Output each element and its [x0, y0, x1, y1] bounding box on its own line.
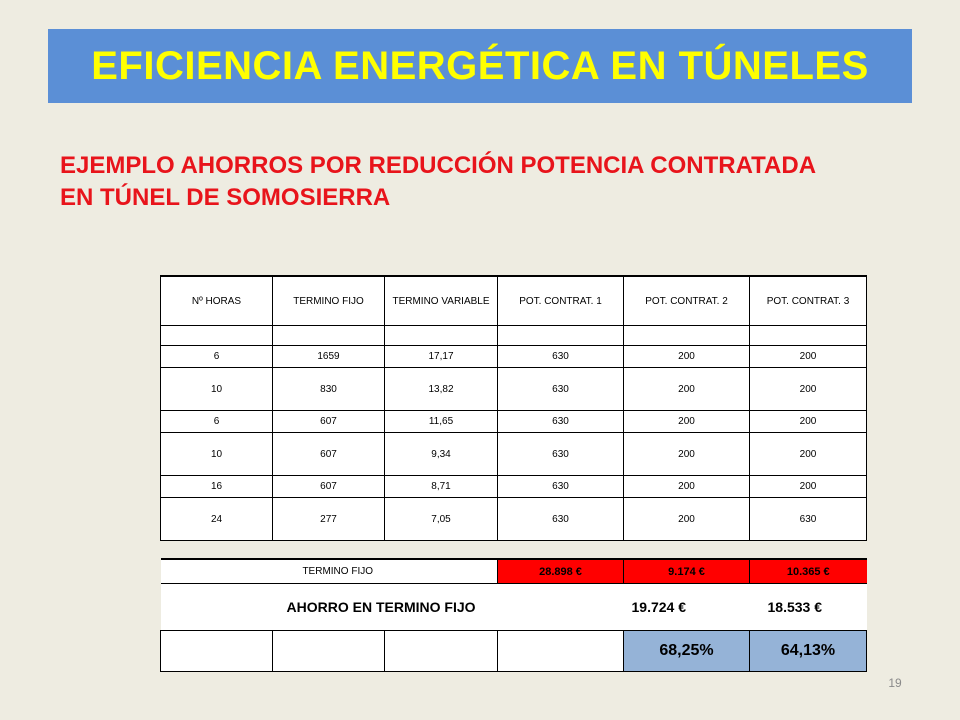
- table-cell: [385, 326, 498, 346]
- termino-fijo-value: 10.365 €: [750, 559, 867, 584]
- table-cell: 17,17: [385, 346, 498, 368]
- header-cell: TERMINO FIJO: [273, 276, 385, 326]
- table-cell: 8,71: [385, 476, 498, 498]
- power-table: [160, 275, 867, 541]
- subtitle-line-2: EN TÚNEL DE SOMOSIERRA: [60, 184, 391, 211]
- slide-title: EFICIENCIA ENERGÉTICA EN TÚNELES: [91, 43, 869, 88]
- percent-row: [161, 631, 867, 672]
- table-cell: 630: [498, 433, 624, 476]
- header-cell: TERMINO VARIABLE: [385, 276, 498, 326]
- ahorro-value: 19.724 €: [624, 584, 750, 631]
- table-cell: 830: [273, 368, 385, 411]
- table-cell: 200: [624, 498, 750, 541]
- table-cell: 200: [750, 346, 867, 368]
- table-cell: 630: [498, 476, 624, 498]
- table-cell: 200: [750, 476, 867, 498]
- ahorro-row: [161, 584, 867, 631]
- table-cell: 607: [273, 476, 385, 498]
- table-cell: 200: [624, 411, 750, 433]
- table-cell: 7,05: [385, 498, 498, 541]
- table-cell: 6: [161, 411, 273, 433]
- table-cell: 200: [624, 368, 750, 411]
- table-cell: 6: [161, 346, 273, 368]
- table-cell: 630: [498, 368, 624, 411]
- page-number: 19: [888, 676, 902, 690]
- percent-value: 68,25%: [624, 631, 750, 672]
- table-cell: 10: [161, 433, 273, 476]
- table-cell: 630: [498, 346, 624, 368]
- table-cell: 24: [161, 498, 273, 541]
- slide-subtitle: [60, 150, 920, 214]
- termino-fijo-row: [161, 559, 867, 584]
- empty-cell: [385, 631, 498, 672]
- table-cell: [624, 326, 750, 346]
- header-cell: POT. CONTRAT. 1: [498, 276, 624, 326]
- table-cell: 200: [750, 368, 867, 411]
- table-cell: 630: [498, 411, 624, 433]
- table-cell: 1659: [273, 346, 385, 368]
- table-cell: 630: [498, 498, 624, 541]
- empty-cell: [498, 631, 624, 672]
- table-cell: 200: [624, 346, 750, 368]
- table-cell: 13,82: [385, 368, 498, 411]
- table-row: [161, 368, 867, 411]
- empty-cell: [273, 631, 385, 672]
- table-cell: 11,65: [385, 411, 498, 433]
- header-cell: POT. CONTRAT. 2: [624, 276, 750, 326]
- table-cell: 9,34: [385, 433, 498, 476]
- ahorro-label: AHORRO EN TERMINO FIJO: [161, 584, 624, 631]
- termino-fijo-value: 9.174 €: [624, 559, 750, 584]
- table-cell: 200: [624, 433, 750, 476]
- table-cell: 200: [750, 433, 867, 476]
- table-cell: 200: [624, 476, 750, 498]
- table-cell: [161, 326, 273, 346]
- table-row: [161, 433, 867, 476]
- table-cell: 630: [750, 498, 867, 541]
- table-row: [161, 346, 867, 368]
- title-bar: [48, 29, 912, 103]
- table-cell: [498, 326, 624, 346]
- table-cell: 16: [161, 476, 273, 498]
- termino-fijo-label: TERMINO FIJO: [161, 559, 498, 584]
- savings-table: [160, 558, 867, 672]
- ahorro-value: 18.533 €: [750, 584, 867, 631]
- table-row: [161, 411, 867, 433]
- table-row: [161, 498, 867, 541]
- table-cell: [750, 326, 867, 346]
- termino-fijo-value: 28.898 €: [498, 559, 624, 584]
- header-cell: POT. CONTRAT. 3: [750, 276, 867, 326]
- table-cell: [273, 326, 385, 346]
- table-cell: 10: [161, 368, 273, 411]
- table-cell: 200: [750, 411, 867, 433]
- table-cell: 277: [273, 498, 385, 541]
- percent-value: 64,13%: [750, 631, 867, 672]
- table-row: [161, 326, 867, 346]
- header-cell: Nº HORAS: [161, 276, 273, 326]
- empty-cell: [161, 631, 273, 672]
- subtitle-line-1: EJEMPLO AHORROS POR REDUCCIÓN POTENCIA CONTRATADA: [60, 152, 817, 179]
- table-cell: 607: [273, 433, 385, 476]
- table-header-row: [161, 276, 867, 326]
- table-row: [161, 476, 867, 498]
- table-cell: 607: [273, 411, 385, 433]
